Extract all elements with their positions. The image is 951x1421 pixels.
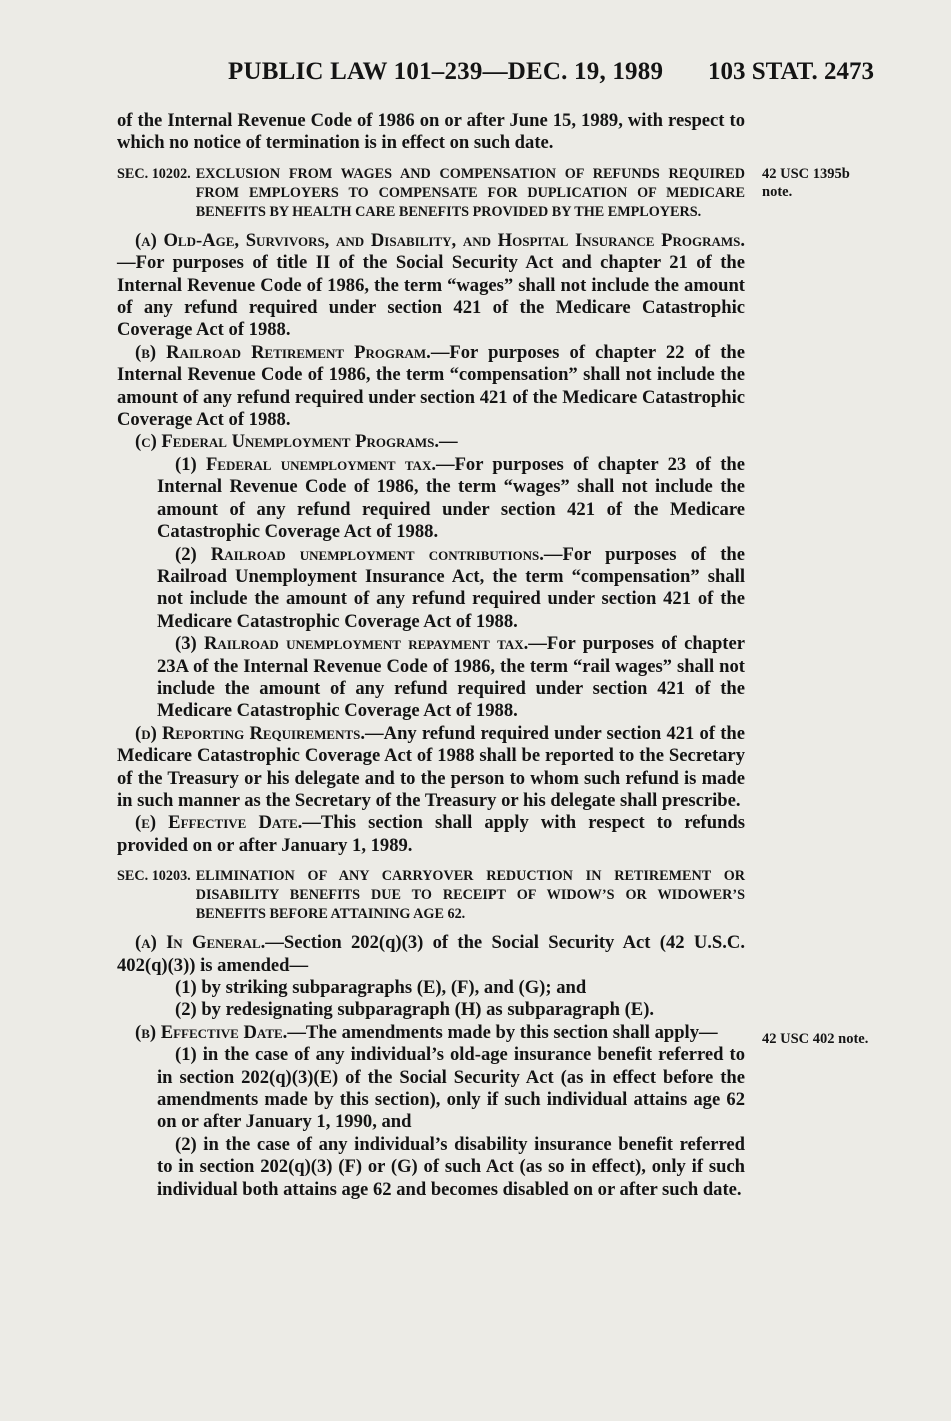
subsection-heading: (a) Old-Age, Survivors, and Disability, and Hospital Insurance Programs. <box>135 229 745 251</box>
document-body <box>117 110 745 1201</box>
subsection-d <box>117 723 745 813</box>
subsection-text: —For purposes of title II of the Social Security Act and chapter 21 of the Internal Revenue Code of 1986, the term “wages” shall not include the amount of any refund required under section 421 of the Medicare Catastrophic Coverage Act of 1988. <box>117 252 745 341</box>
subsection-heading: (d) Reporting Requirements. <box>135 722 366 744</box>
paragraph-c1 <box>117 454 745 544</box>
header-stat-page: 103 STAT. 2473 <box>708 58 874 85</box>
paragraph-c3 <box>117 633 745 723</box>
paragraph-text: —For purposes of chapter 23 of the Internal Revenue Code of 1986, the term “wages” shall not include the amount of any refund required under section 421 of the Medicare Catastrophic Coverage Act of 1988. <box>157 453 745 543</box>
subsection-c <box>117 431 745 453</box>
margin-note-sec-10203: 42 USC 402 note. <box>762 1031 869 1047</box>
subsection-text: —Any refund required under section 421 of the Medicare Catastrophic Coverage Act of 1988 shall be reported to the Secretary of the Treasury or his delegate and to the person to whom such refund is made in such manner as the Secretary of the Treasury or his delegate shall prescribe. <box>117 722 745 811</box>
section-heading-10203 <box>117 867 745 924</box>
section-title: EXCLUSION FROM WAGES AND COMPENSATION OF REFUNDS REQUIRED FROM EMPLOYERS TO COMPENSATE FOR DUPLICATION OF MEDICARE BENEFITS BY HEALTH CARE BENEFITS PROVIDED BY THE EMPLOYERS. <box>195 165 745 220</box>
subsection-e <box>117 812 745 857</box>
subsection-heading: (b) Railroad Retirement Program. <box>135 341 431 363</box>
subsection-a <box>117 932 745 977</box>
subsection-b <box>117 342 745 432</box>
subsection-text: —For purposes of chapter 22 of the Internal Revenue Code of 1986, the term “compensation” shall not include the amount of any refund required under section 421 of the Medicare Catastrophic Coverage Act of 1988. <box>117 341 745 431</box>
subsection-text: —Section 202(q)(3) of the Social Security Act (42 U.S.C. 402(q)(3)) is amended— <box>117 932 746 976</box>
subsection-text: —This section shall apply with respect to refunds provided on or after January 1, 1989. <box>117 812 746 856</box>
paragraph-a2: (2) by redesignating subparagraph (H) as subparagraph (E). <box>175 999 655 1021</box>
paragraph-b1: (1) in the case of any individual’s old-age insurance benefit referred to in section 202(q)(3)(E) of the Social Security Act (as in effect before the amendments made by this section), only if such individual attains age 62 on or after January 1, 1990, and <box>157 1044 745 1133</box>
section-heading-10202 <box>117 165 745 222</box>
section-number: SEC. 10202. <box>117 165 191 182</box>
subsection-heading: (c) Federal Unemployment Programs. <box>135 431 440 453</box>
section-number: SEC. 10203. <box>117 868 191 885</box>
page-header <box>228 58 874 98</box>
subsection-text: — <box>439 431 458 453</box>
subsection-heading: (b) Effective Date. <box>135 1021 288 1043</box>
subsection-text: —The amendments made by this section shall apply— <box>287 1021 718 1043</box>
paragraph-a1: (1) by striking subparagraphs (E), (F), and (G); and <box>175 977 587 998</box>
intro-paragraph: of the Internal Revenue Code of 1986 on or after June 15, 1989, with respect to which no notice of termination is in effect on such date. <box>117 110 745 154</box>
subsection-b <box>117 1022 745 1044</box>
margin-note-sec-10202: 42 USC 1395b note. <box>762 166 850 200</box>
paragraph-heading: (3) Railroad unemployment repayment tax. <box>175 633 529 655</box>
paragraph-text: —For purposes of the Railroad Unemployment Insurance Act, the term “compensation” shall not include the amount of any refund required under section 421 of the Medicare Catastrophic Coverage Act of 1988. <box>157 543 746 632</box>
subsection-heading: (a) In General. <box>135 932 266 954</box>
subsection-heading: (e) Effective Date. <box>135 812 303 834</box>
paragraph-heading: (2) Railroad unemployment contributions. <box>175 543 544 565</box>
section-title: ELIMINATION OF ANY CARRYOVER REDUCTION IN RETIREMENT OR DISABILITY BENEFITS DUE TO RECEIPT OF WIDOW’S OR WIDOWER’S BENEFITS BEFORE ATTAINING AGE 62. <box>195 868 745 923</box>
paragraph-c2 <box>117 544 745 634</box>
paragraph-heading: (1) Federal unemployment tax. <box>175 453 436 475</box>
subsection-a <box>117 230 745 342</box>
header-title: PUBLIC LAW 101–239—DEC. 19, 1989 <box>228 58 664 85</box>
paragraph-text: —For purposes of chapter 23A of the Internal Revenue Code of 1986, the term “rail wages” shall not include the amount of any refund required under section 421 of the Medicare Catastrophic Coverage Act of 1988. <box>157 633 745 722</box>
paragraph-b2: (2) in the case of any individual’s disability insurance benefit referred to in section 202(q)(3) (F) or (G) of such Act (as so in effect), only if such individual both attains age 62 and becomes disabled on or after such date. <box>157 1133 745 1200</box>
